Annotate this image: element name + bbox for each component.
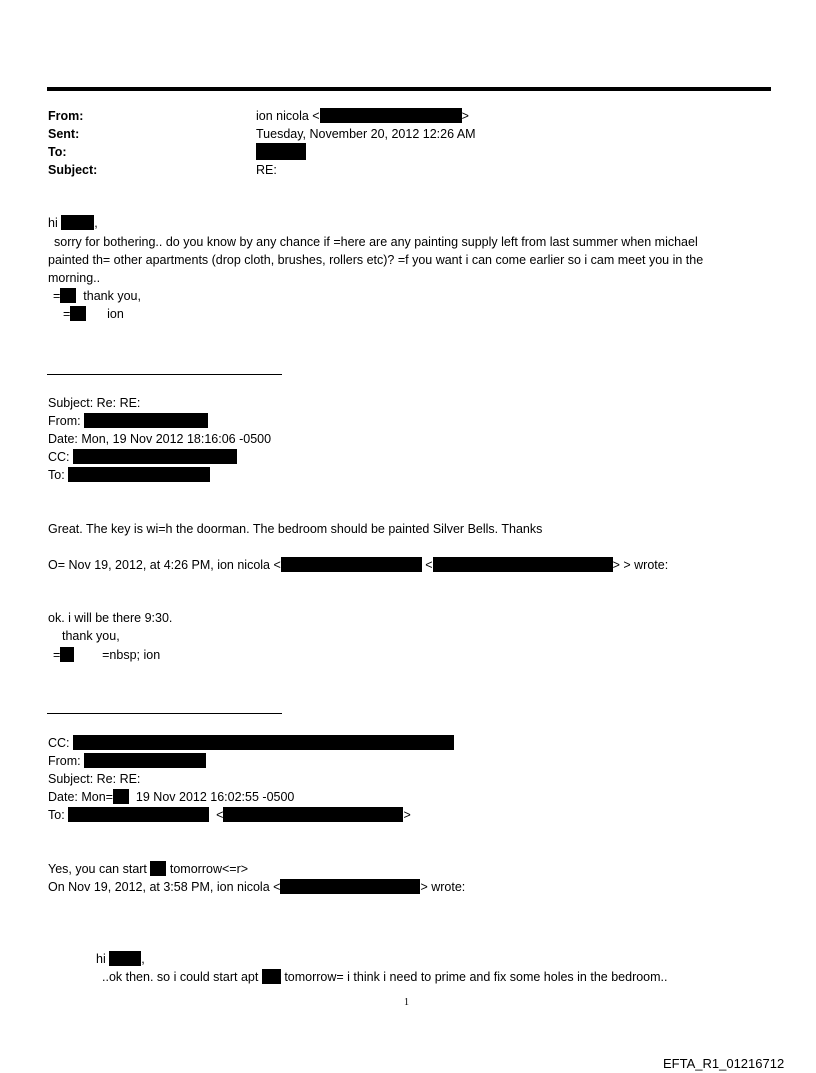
msg3-on-line: On Nov 19, 2012, at 3:58 PM, ion nicola < > wrote: (48, 880, 466, 894)
msg2-thanks: thank you, (62, 629, 120, 643)
greeting: hi , (48, 216, 98, 230)
msg2-subject: Subject: Re: RE: (48, 396, 141, 410)
redaction (60, 288, 76, 303)
redaction (70, 306, 86, 321)
subject-label: Subject: (48, 163, 98, 177)
from-value: ion nicola < > (256, 109, 469, 123)
footer-id: EFTA_R1_01216712 (663, 1056, 785, 1071)
to-value (256, 143, 306, 162)
to-label: To: (48, 145, 67, 159)
msg3-yes-line: Yes, you can start tomorrow<=r> (48, 862, 249, 876)
redaction (262, 969, 281, 984)
redaction (320, 108, 462, 123)
msg2-date: Date: Mon, 19 Nov 2012 18:16:06 -0500 (48, 432, 272, 446)
redaction (60, 647, 74, 662)
top-rule (47, 87, 771, 91)
redaction (73, 735, 454, 750)
redaction (113, 789, 129, 804)
redaction (73, 449, 237, 464)
redaction (84, 413, 208, 428)
body-line: morning.. (48, 271, 101, 285)
redaction (109, 951, 141, 966)
msg2-cc: CC: (48, 448, 237, 466)
msg3-date: Date: Mon= 19 Nov 2012 16:02:55 -0500 (48, 790, 295, 804)
msg2-to: To: (48, 466, 210, 484)
msg2-ok-line: ok. i will be there 9:30. (48, 611, 173, 625)
subject-value: RE: (256, 163, 277, 177)
redaction (433, 557, 613, 572)
redaction (61, 215, 94, 230)
msg2-quote-header: O= Nov 19, 2012, at 4:26 PM, ion nicola < < > > wrote: (48, 558, 669, 572)
msg3-subject: Subject: Re: RE: (48, 772, 141, 786)
sent-value: Tuesday, November 20, 2012 12:26 AM (256, 127, 476, 141)
redaction (256, 143, 306, 160)
msg3-hi: hi , (96, 952, 145, 966)
redaction (280, 879, 420, 894)
signature-line: = ion (63, 307, 124, 321)
separator (47, 374, 282, 375)
msg3-cc: CC: (48, 734, 454, 752)
redaction (281, 557, 422, 572)
msg2-reply: Great. The key is wi=h the doorman. The bedroom should be painted Silver Bells. Thanks (48, 522, 543, 536)
msg2-from: From: (48, 412, 208, 430)
redaction (68, 807, 209, 822)
page-number: 1 (404, 997, 409, 1008)
redaction (150, 861, 166, 876)
from-label: From: (48, 109, 84, 123)
separator (47, 713, 282, 714)
msg3-from: From: (48, 752, 206, 770)
msg3-ok-line: ..ok then. so i could start apt tomorrow= i think i need to prime and fix some holes in the bedroom.. (102, 970, 668, 984)
redaction (84, 753, 206, 768)
body-line: painted th= other apartments (drop cloth, brushes, rollers etc)? =f you want i can come earlier so i cam meet you in the (48, 253, 704, 267)
redaction (223, 807, 403, 822)
msg2-signature: = =nbsp; ion (53, 648, 161, 662)
redaction (68, 467, 210, 482)
msg3-to: To: < > (48, 808, 411, 822)
body-line: sorry for bothering.. do you know by any chance if =here are any painting supply left from last summer when michael (54, 235, 698, 249)
signature-line: = thank you, (53, 289, 141, 303)
sent-label: Sent: (48, 127, 80, 141)
